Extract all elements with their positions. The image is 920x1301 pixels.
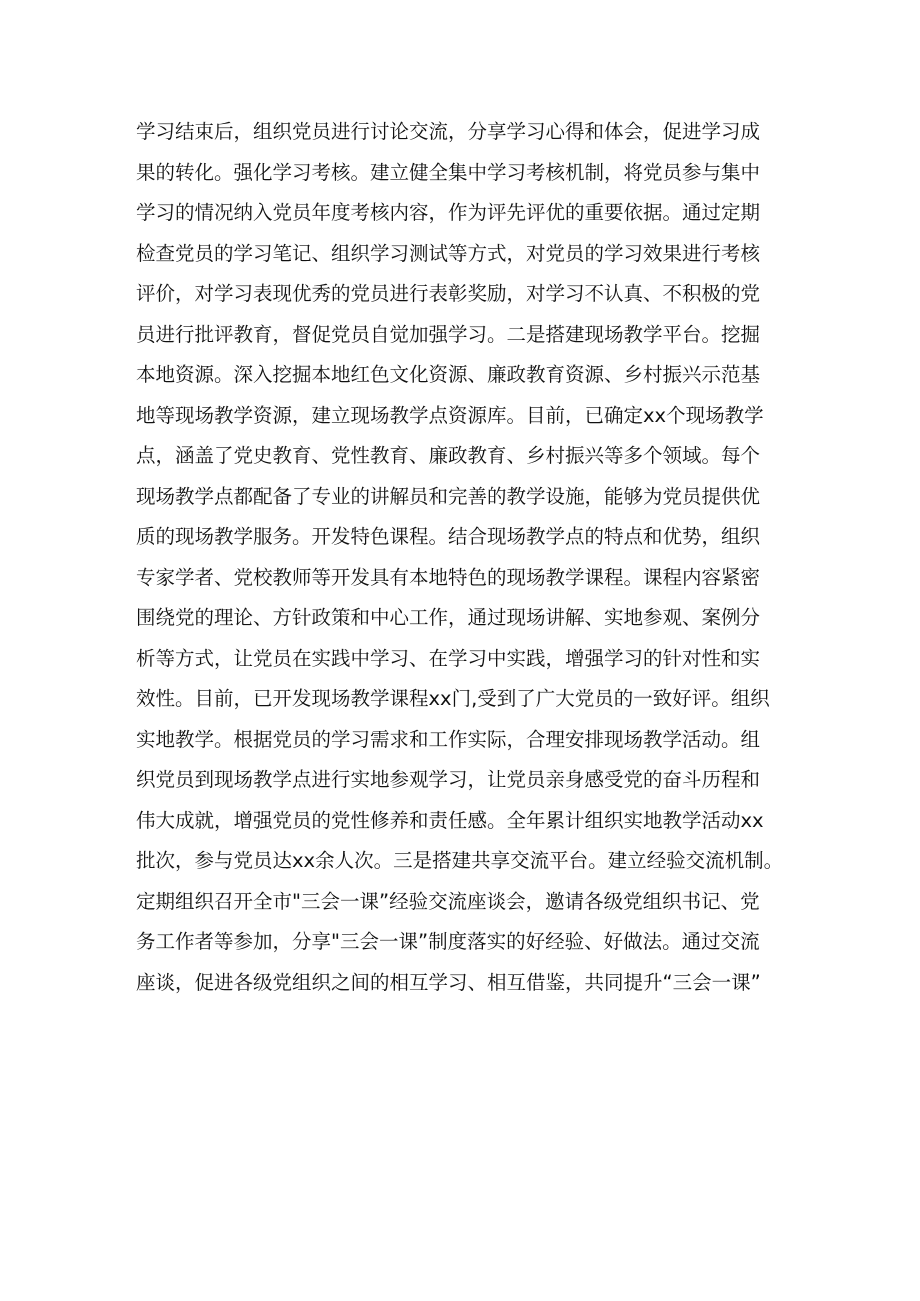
text-line: 果的转化。强化学习考核。建立健全集中学习考核机制，将党员参与集中 <box>136 160 761 184</box>
text-line: 伟大成就，增强党员的党性修养和责任感。全年累计组织实地教学活动xx <box>136 808 764 832</box>
text-line: 点，涵盖了党史教育、党性教育、廉政教育、乡村振兴等多个领域。每个 <box>136 444 761 467</box>
text-line: 定期组织召开全市"三会一课”经验交流座谈会，邀请各级党组织书记、党 <box>136 889 760 913</box>
text-line: 实地教学。根据党员的学习需求和工作实际，合理安排现场教学活动。组 <box>136 727 761 751</box>
text-line: 围绕党的理论、方针政策和中心工作，通过现场讲解、实地参观、案例分 <box>136 606 761 629</box>
text-line: 质的现场教学服务。开发特色课程。结合现场教学点的特点和优势，组织 <box>136 525 761 548</box>
text-line: 析等方式，让党员在实践中学习、在学习中实践，增强学习的针对性和实 <box>136 646 761 670</box>
text-line: 地等现场教学资源，建立现场教学点资源库。目前，已确定xx个现场教学 <box>136 403 764 427</box>
text-line: 织党员到现场教学点进行实地参观学习，让党员亲身感受党的奋斗历程和 <box>136 768 761 791</box>
text-line: 座谈，促进各级党组织之间的相互学习、相互借鉴，共同提升“三会一课” <box>136 970 761 994</box>
text-line: 本地资源。深入挖掘本地红色文化资源、廉政教育资源、乡村振兴示范基 <box>136 363 761 386</box>
text-line: 现场教学点都配备了专业的讲解员和完善的教学设施，能够为党员提供优 <box>136 484 761 508</box>
text-line: 学习的情况纳入党员年度考核内容，作为评先评优的重要依据。通过定期 <box>136 201 761 224</box>
text-line: 学习结束后，组织党员进行讨论交流，分享学习心得和体会，促进学习成 <box>136 120 761 143</box>
text-line: 专家学者、党校教师等开发具有本地特色的现场教学课程。课程内容紧密 <box>136 565 761 589</box>
text-line: 评价，对学习表现优秀的党员进行表彰奖励，对学习不认真、不积极的党 <box>136 282 761 305</box>
body-text <box>136 112 796 1003</box>
text-line: 批次，参与党员达xx余人次。三是搭建共享交流平台。建立经验交流机制。 <box>136 849 784 872</box>
text-line: 员进行批评教育，督促党员自觉加强学习。二是搭建现场教学平台。挖掘 <box>136 322 761 346</box>
text-line: 务工作者等参加，分享"三会一课”制度落实的好经验、好做法。通过交流 <box>136 930 760 953</box>
text-line: 检查党员的学习笔记、组织学习测试等方式，对党员的学习效果进行考核 <box>136 241 761 265</box>
text-line: 效性。目前，已开发现场教学课程xx门,受到了广大党员的一致好评。组织 <box>136 687 770 710</box>
